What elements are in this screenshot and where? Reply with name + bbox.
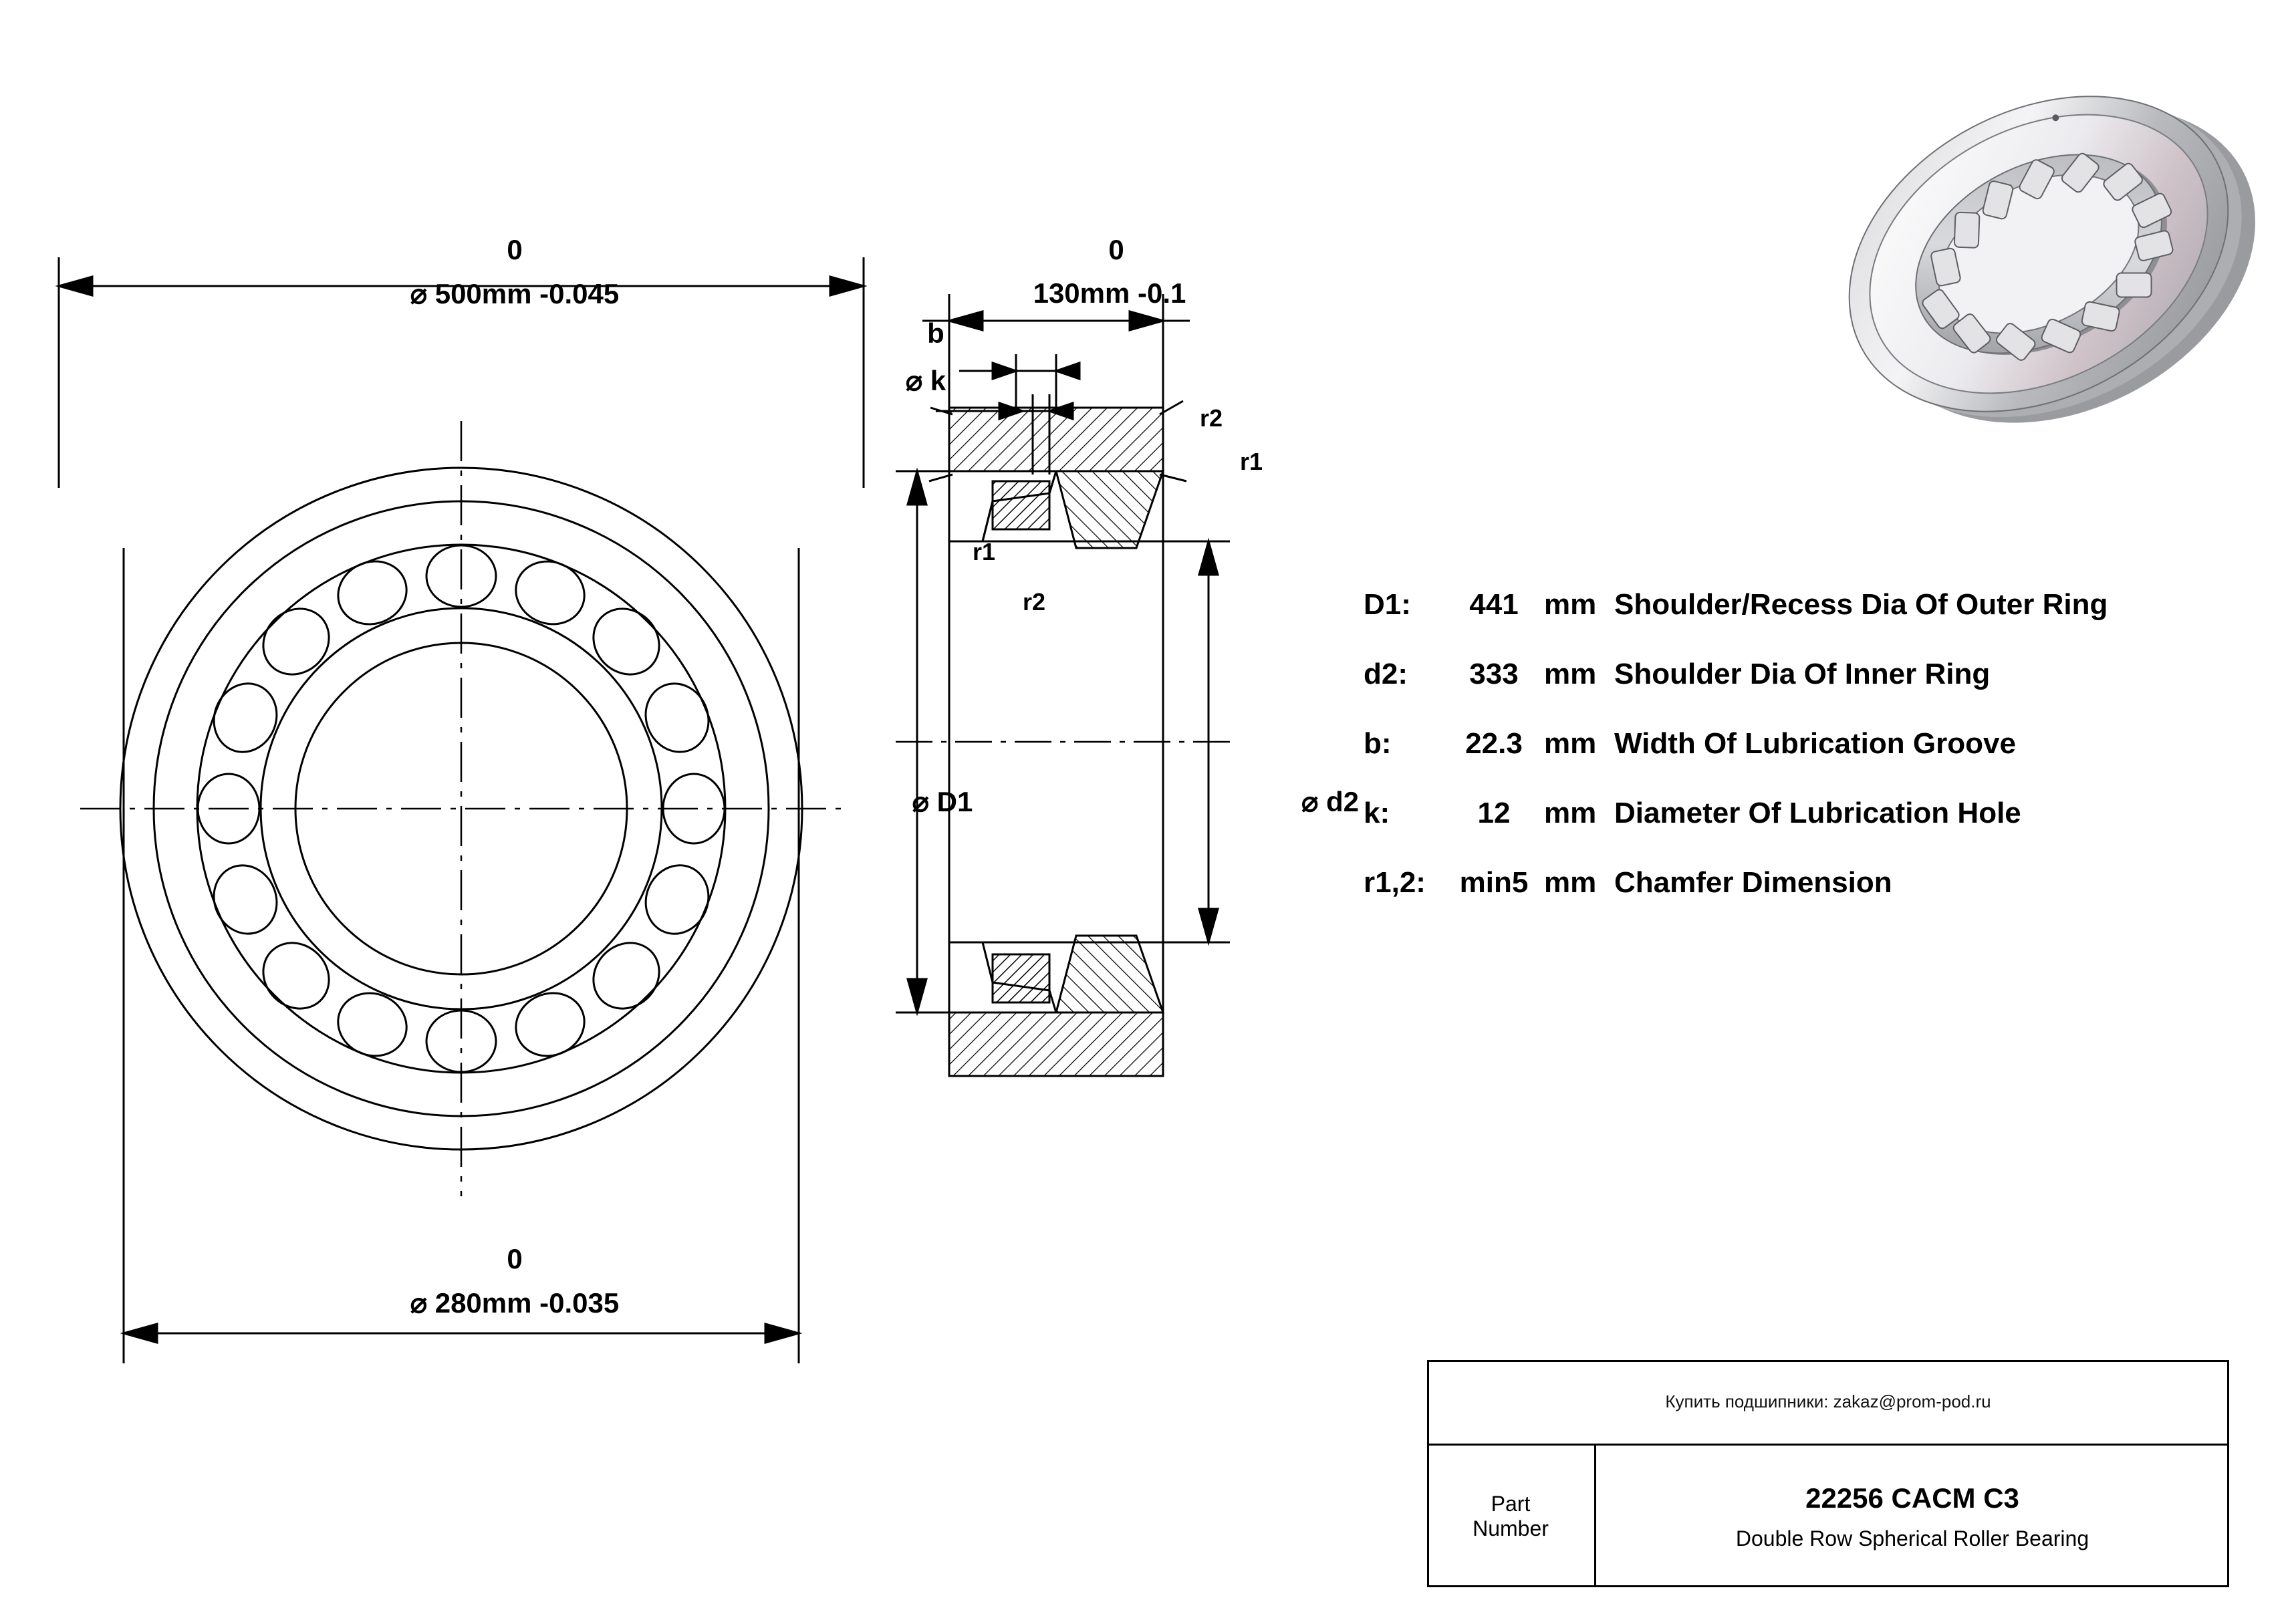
specification-list <box>1364 588 2246 936</box>
spec-description: Shoulder Dia Of Inner Ring <box>1614 658 1991 690</box>
spec-symbol: D1: <box>1364 588 1411 621</box>
spec-value: 441 <box>1469 588 1519 621</box>
label-r1-left: r1 <box>973 538 996 565</box>
label-r2-top: r2 <box>1200 404 1223 432</box>
spec-unit: mm <box>1544 658 1597 690</box>
bore-diameter-tolerance: 0 <box>507 1243 523 1274</box>
part-number-value: 22256 CACM C3 <box>1805 1482 2019 1514</box>
spec-unit: mm <box>1544 866 1597 899</box>
part-label-line2: Number <box>1473 1516 1549 1540</box>
part-identity <box>1596 1446 2229 1587</box>
label-b: b <box>927 317 944 349</box>
part-number-label <box>1427 1446 1594 1587</box>
spec-value: 22.3 <box>1465 727 1523 760</box>
contact-note-text: Купить подшипники: zakaz@prom-pod.ru <box>1665 1391 1991 1411</box>
spec-row-D1 <box>1364 588 2246 622</box>
contact-note <box>1427 1360 2229 1444</box>
part-label-line1: Part <box>1491 1492 1531 1516</box>
label-D1: ⌀ D1 <box>912 786 973 817</box>
spec-symbol: b: <box>1364 727 1392 760</box>
label-d2: ⌀ d2 <box>1301 786 1359 817</box>
bearing-3d-illustration <box>1805 33 2273 488</box>
spec-symbol: d2: <box>1364 658 1408 690</box>
spec-row-d2 <box>1364 658 2246 691</box>
spec-unit: mm <box>1544 588 1597 621</box>
label-r1-top: r1 <box>1240 448 1263 475</box>
width-dimension: 130mm -0.1 <box>1033 277 1186 309</box>
spec-value: 12 <box>1477 797 1511 829</box>
part-description-value: Double Row Spherical Roller Bearing <box>1735 1526 2089 1550</box>
spec-description: Diameter Of Lubrication Hole <box>1614 797 2021 829</box>
spec-unit: mm <box>1544 797 1597 829</box>
outer-diameter-dimension: ⌀ 500mm -0.045 <box>410 278 620 309</box>
width-tolerance: 0 <box>1108 234 1124 265</box>
spec-symbol: r1,2: <box>1364 866 1426 899</box>
label-r2-left: r2 <box>1023 588 1046 616</box>
outer-diameter-tolerance: 0 <box>507 234 523 265</box>
spec-row-r12 <box>1364 866 2246 900</box>
spec-description: Chamfer Dimension <box>1614 866 1892 899</box>
front-view-drawing <box>40 221 909 1624</box>
spec-row-b <box>1364 727 2246 761</box>
spec-value: 333 <box>1469 658 1519 690</box>
spec-row-k <box>1364 797 2246 830</box>
title-block <box>1427 1360 2229 1587</box>
spec-unit: mm <box>1544 727 1597 760</box>
spec-value: min5 <box>1459 866 1529 899</box>
spec-symbol: k: <box>1364 797 1390 829</box>
label-k: ⌀ k <box>905 365 946 396</box>
bore-diameter-dimension: ⌀ 280mm -0.035 <box>410 1287 620 1319</box>
spec-description: Shoulder/Recess Dia Of Outer Ring <box>1614 588 2108 621</box>
spec-description: Width Of Lubrication Groove <box>1614 727 2016 760</box>
